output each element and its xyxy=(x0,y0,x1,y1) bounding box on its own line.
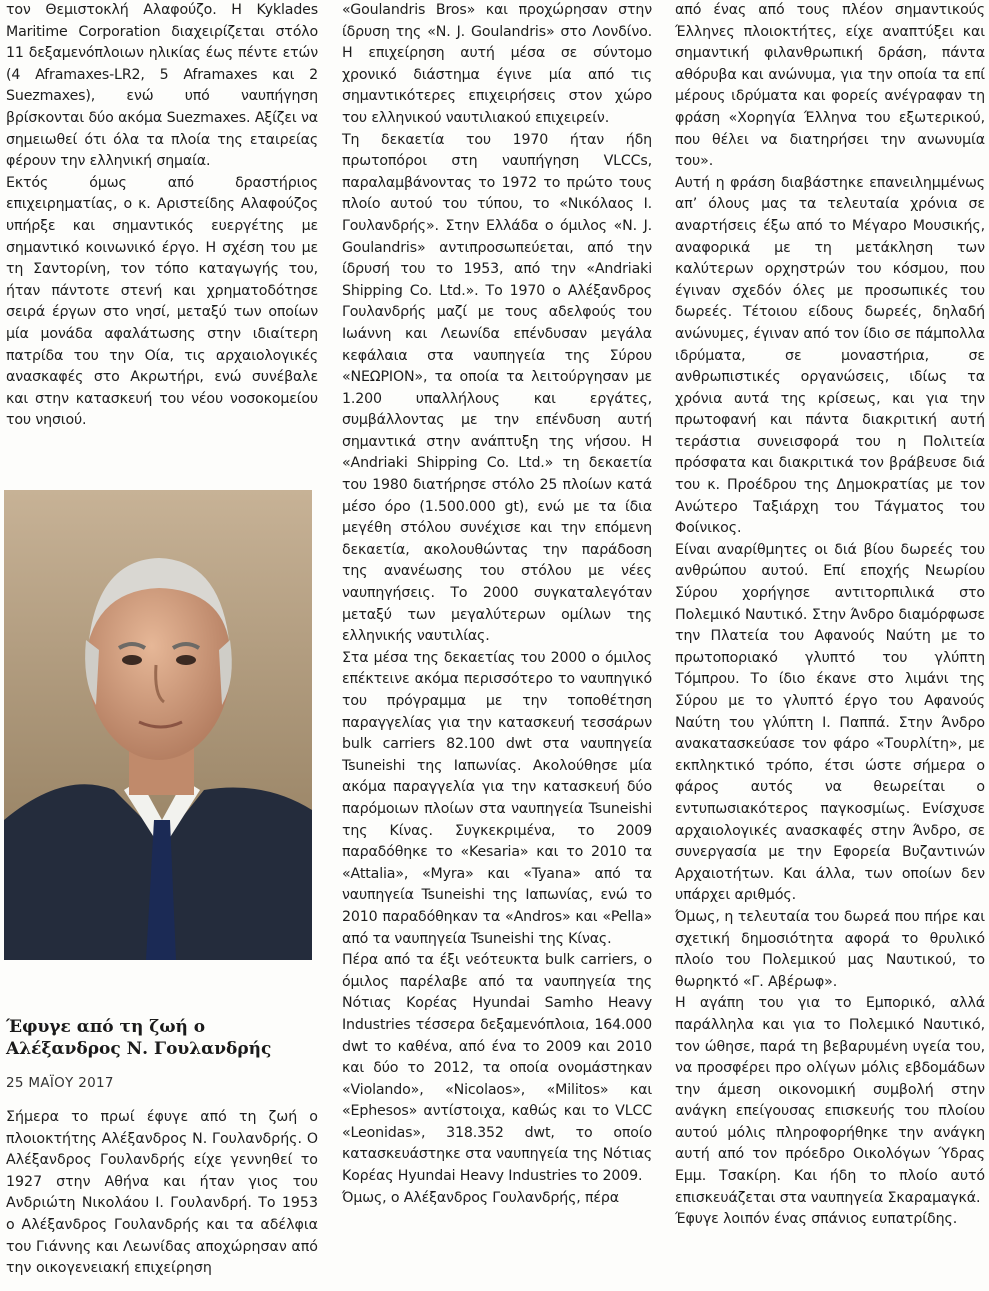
paragraph: Τη δεκαετία του 1970 ήταν ήδη πρωτοπόροι στη ναυπήγηση VLCCs, παραλαμβάνοντας το 1972 το πρώτο τους πλοίο αυτού του τύπου, το «Νικόλαος Ι. Γουλανδρής». Στην Ελλάδα ο όμιλος «N. J. Goulandris» αντιπροσωπεύεται, από την ίδρυσή του το 1953, από την «Andriaki Shipping Co. Ltd.». Το 1970 ο Αλέξανδρος Γουλανδρής μαζί με τους αδελφούς του Ιωάννη και Λεωνίδα επένδυσαν μεγάλα κεφάλαια στα ναυπηγεία της Σύρου «ΝΕΩΡΙΟΝ», τα οποία τα λειτούργησαν με 1.200 υπαλλήλους και εργάτες, συμβάλλοντας με την επένδυση αυτή σημαντικά στην ανάπτυξη της νήσου. Η «Andriaki Shipping Co. Ltd.» τη δεκαετία του 1980 διατήρησε στόλο 25 πλοίων κατά μέσο όρο (1.500.000 gt), ενώ με τα ίδια μεγέθη στόλου συνέχισε και την επόμενη δεκαετία, ακολουθώντας την παράδοση της ανανέωσης του στόλου με νέες ναυπηγήσεις. Το 2000 συγκαταλεγόταν μεταξύ των μεγαλύτερων ομίλων της ελληνικής ναυτιλίας. xyxy=(342,131,652,645)
paragraph: Όμως, η τελευταία του δωρεά που πήρε και σχετική δημοσιότητα αφορά το θρυλικό πλοίο του Πολεμικού μας Ναυτικού, το θωρηκτό «Γ. Αβέρωφ». xyxy=(675,908,985,990)
column-1 xyxy=(6,0,318,432)
paragraph: Όμως, ο Αλέξανδρος Γουλανδρής, πέρα xyxy=(342,1189,619,1206)
paragraph: «Goulandris Bros» και προχώρησαν στην ίδρυση της «N. J. Goulandris» στο Λονδίνο. Η επιχείρηση αυτή μέσα σε σύντομο χρονικό διάστημα έγινε μία από τις σημαντικότερες επιχειρήσεις στον χώρο του ελληνικού ναυτιλιακού επιχειρείν. xyxy=(342,2,652,126)
column-3 xyxy=(675,0,985,1231)
paragraph: Έφυγε λοιπόν ένας σπάνιος ευπατρίδης. xyxy=(675,1211,958,1228)
paragraph: Η αγάπη του για το Εμπορικό, αλλά παράλληλα και για το Πολεμικό Ναυτικό, τον ώθησε, παρά τη βεβαρυμένη υγεία του, να προσφέρει προ ολίγων μόλις εβδομάδων την άμεση οικονομική συμβολή στην ανάγκη επείγουσας επισκευής του πλοίου αυτού μόλις πληροφορήθηκε την ανάγκη αυτή από τον πρόεδρο Οικολόγων Ύδρας Εμμ. Τσακίρη. Και ήδη το πλοίο αυτό επισκευάζεται στα ναυπηγεία Σκαραμαγκά. xyxy=(675,995,985,1206)
paragraph: Είναι αναρίθμητες οι διά βίου δωρεές του ανθρώπου αυτού. Επί εποχής Νεωρίου Σύρου χορήγησε αντιτορπιλικά στο Πολεμικό Ναυτικό. Στην Άνδρο διαμόρφωσε την Πλατεία του Αφανούς Ναύτη με το πρωτοποριακό γλυπτό του γλύπτη Τόμπρου. Το ίδιο έκανε στο λιμάνι της Σύρου με το γλυπτό έργο του Αφανούς Ναύτη του γλύπτη Ι. Παππά. Στην Άνδρο ανακατασκεύασε τον φάρο «Τουρλίτη», με εκπληκτικό τρόπο, έτσι ώστε σήμερα ο φάρος αυτός να θεωρείται ο εντυπωσιακότερος παγκοσμίως. Ενίσχυσε αρχαιολογικές ανασκαφές στην Άνδρο, σε συνεργασία με την Εφορεία Βυζαντινών Αρχαιοτήτων. Και άλλα, των οποίων δεν υπάρχει αριθμός. xyxy=(675,541,985,904)
column-2 xyxy=(342,0,652,1209)
portrait-photo xyxy=(4,490,312,960)
article-lede xyxy=(6,1107,318,1280)
portrait-photo-icon xyxy=(4,490,312,960)
paragraph: από ένας από τους πλέον σημαντικούς Έλληνες πλοιοκτήτες, είχε αναπτύξει και σημαντική φιλανθρωπική δράση, πάντα αθόρυβα και ανώνυμα, για την οποία τα επί μέρους ιδρύματα και φορείς ανέγραφαν τη φράση «Χορηγία Έλληνα του εξωτερικού, που θέλει να διατηρήσει την ανωνυμία του». xyxy=(675,2,985,170)
paragraph: Στα μέσα της δεκαετίας του 2000 ο όμιλος επέκτεινε ακόμα περισσότερο το ναυπηγικό του πρόγραμμα με την τοποθέτηση παραγγελίας για την κατασκευή τεσσάρων bulk carriers 82.100 dwt στα ναυπηγεία Tsuneishi της Ιαπωνίας. Ακολούθησε μία ακόμα παραγγελία για την κατασκευή δύο παρόμοιων πλοίων στα ναυπηγεία Tsuneishi της Κίνας. Συγκεκριμένα, το 2009 παραδόθηκε το «Kesaria» και το 2010 τα «Attalia», «Myra» και «Tyana» από τα ναυπηγεία Tsuneishi της Ιαπωνίας, ενώ το 2010 παραδόθηκαν τα «Andros» και «Pella» από τα ναυπηγεία Tsuneishi της Κίνας. xyxy=(342,649,652,947)
paragraph: τον Θεμιστοκλή Αλαφούζο. Η Kyklades Maritime Corporation διαχειρίζεται στόλο 11 δεξαμενόπλοιων ηλικίας έως πέντε ετών (4 Aframaxes-LR2, 5 Aframaxes και 2 Suezmaxes), ενώ υπό ναυπήγηση βρίσκονται δύο ακόμα Suezmaxes. Αξίζει να σημειωθεί ότι όλα τα πλοία της εταιρείας φέρουν την ελληνική σημαία. xyxy=(6,2,318,170)
paragraph: Αυτή η φράση διαβάστηκε επανειλημμένως απ’ όλους μας τα τελευταία χρόνια σε αναρτήσεις έξω από το Μέγαρο Μουσικής, αναφορικά με τη μετάκληση των καλύτερων ορχηστρών του κόσμου, που έγιναν σχεδόν όλες με προσωπικές του δωρεές. Τέτοιου είδους δωρεές, δηλαδή ανώνυμες, έγιναν από τον ίδιο σε πάμπολλα ιδρύματα, σε μοναστήρια, σε ανθρωπιστικές οργανώσεις, ιδίως τα χρόνια αυτά της κρίσεως, και για την πρωτοφανή και πάντα διακριτική αυτή τεράστια συνεισφορά του η Πολιτεία πρόσφατα και διακριτικά τον βράβευσε διά του κ. Προέδρου της Δημοκρατίας με τον Ανώτερο Ταξιάρχη του Τάγματος του Φοίνικος. xyxy=(675,174,985,537)
paragraph: Εκτός όμως από δραστήριος επιχειρηματίας, ο κ. Αριστείδης Αλαφούζος υπήρξε και σημαντικός ευεργέτης με σημαντικό κοινωνικό έργο. Η σχέση του με τη Σαντορίνη, τον τόπο καταγωγής του, ήταν πάντοτε στενή και χρηματοδότησε σειρά έργων στο νησί, μεταξύ των οποίων μία μονάδα αφαλάτωσης στην ιδιαίτερη πατρίδα του την Οία, τις αρχαιολογικές ανασκαφές στο Ακρωτήρι, ενώ συνέβαλε και στην κατασκευή του νέου νοσοκομείου του νησιού. xyxy=(6,174,318,429)
paragraph: Σήμερα το πρωί έφυγε από τη ζωή ο πλοιοκτήτης Αλέξανδρος Ν. Γουλανδρής. Ο Αλέξανδρος Γουλανδρής είχε γεννηθεί το 1927 στην Αθήνα και ήταν γιος του Ανδριώτη Νικολάου Ι. Γουλανδρή. Το 1953 ο Αλέξανδρος Γουλανδρής και τα αδέλφια του Γιάννης και Λεωνίδας αποχώρησαν από την οικογενειακή επιχείρηση xyxy=(6,1109,318,1277)
paragraph: Πέρα από τα έξι νεότευκτα bulk carriers, ο όμιλος παρέλαβε από τα ναυπηγεία της Νότιας Κορέας Hyundai Samho Heavy Industries τέσσερα δεξαμενόπλοια, 164.000 dwt το καθένα, από ένα το 2009 και 2010 και δύο το 2012, τα οποία ονομάστηκαν «Violando», «Nicolaos», «Militos» και «Ephesos» αντίστοιχα, καθώς και το VLCC «Leonidas», 318.352 dwt, το οποίο κατασκευάστηκε στα ναυπηγεία της Νότιας Κορέας Hyundai Heavy Industries το 2009. xyxy=(342,952,652,1185)
article-headline: Έφυγε από τη ζωή ο Αλέξανδρος Ν. Γουλανδρής xyxy=(6,1017,272,1059)
article-date: 25 ΜΑΪΟΥ 2017 xyxy=(6,1075,114,1091)
